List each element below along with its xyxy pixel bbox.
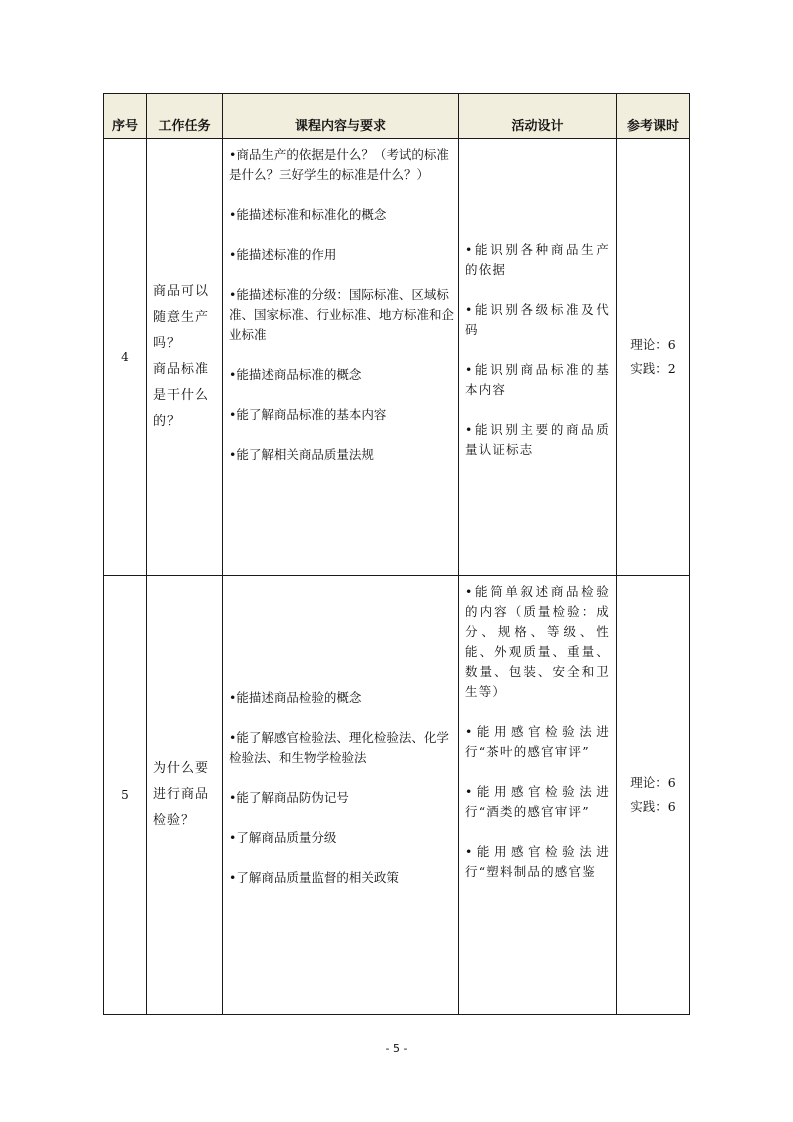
page-number: - 5 - xyxy=(385,1042,408,1055)
task-line: 随意生产 xyxy=(153,310,210,325)
row-number: 4 xyxy=(104,139,147,576)
hours-theory: 理论：6 xyxy=(630,775,676,790)
activity-item: •能识别主要的商品质量认证标志 xyxy=(465,422,610,457)
table-row xyxy=(104,576,690,1015)
hours-cell xyxy=(617,576,690,1015)
header-task: 工作任务 xyxy=(147,94,223,139)
content-cell xyxy=(223,139,459,576)
content-item: •能描述标准和标准化的概念 xyxy=(229,207,387,222)
task-line: 商品可以 xyxy=(153,284,210,299)
activity-cell xyxy=(459,139,617,576)
content-item: •能了解感官检验法、理化检验法、化学检验法、和生物学检验法 xyxy=(229,730,449,765)
header-num: 序号 xyxy=(104,94,147,139)
task-line: 检验？ xyxy=(153,813,196,828)
hours-practice: 实践：6 xyxy=(630,799,676,814)
hours-practice: 实践：2 xyxy=(630,361,676,376)
activity-item: •能简单叙述商品检验的内容（质量检验：成分、规格、等级、性能、外观质量、重量、数量、包装、安全和卫生等） xyxy=(465,584,610,699)
content-item: •能了解商品防伪记号 xyxy=(229,790,349,805)
task-line: 为什么要 xyxy=(153,761,210,776)
task-line: 商品标准 xyxy=(153,362,210,377)
content-item: •能描述商品检验的概念 xyxy=(229,690,362,705)
content-item: •能了解相关商品质量法规 xyxy=(229,447,374,462)
activity-cell xyxy=(459,576,617,1015)
activity-item: •能识别各级标准及代码 xyxy=(465,302,610,337)
task-cell xyxy=(147,139,223,576)
content-item: •商品生产的依据是什么？（考试的标准是什么？三好学生的标准是什么？） xyxy=(229,147,449,182)
header-content: 课程内容与要求 xyxy=(223,94,459,139)
row-number: 5 xyxy=(104,576,147,1015)
task-cell xyxy=(147,576,223,1015)
task-line: 吗？ xyxy=(153,336,182,351)
content-item: •了解商品质量分级 xyxy=(229,830,337,845)
header-hours: 参考课时 xyxy=(617,94,690,139)
table-row xyxy=(104,139,690,576)
curriculum-table xyxy=(103,93,690,1015)
activity-item: •能用感官检验法进行“塑料制品的感官鉴 xyxy=(465,844,610,879)
content-item: •了解商品质量监督的相关政策 xyxy=(229,870,399,885)
content-item: •能描述商品标准的概念 xyxy=(229,367,362,382)
hours-theory: 理论：6 xyxy=(630,337,676,352)
content-item: •能描述标准的作用 xyxy=(229,247,337,262)
content-item: •能了解商品标准的基本内容 xyxy=(229,407,387,422)
header-activity: 活动设计 xyxy=(459,94,617,139)
task-line: 是干什么 xyxy=(153,388,210,403)
activity-item: •能识别各种商品生产的依据 xyxy=(465,242,610,277)
task-line: 的？ xyxy=(153,414,182,429)
activity-item: •能用感官检验法进行“茶叶的感官审评” xyxy=(465,724,610,759)
activity-item: •能识别商品标准的基本内容 xyxy=(465,362,610,397)
activity-item: •能用感官检验法进行“酒类的感官审评” xyxy=(465,784,610,819)
content-cell xyxy=(223,576,459,1015)
content-item: •能描述标准的分级：国际标准、区域标准、国家标准、行业标准、地方标准和企业标准 xyxy=(229,287,455,342)
table-header-row xyxy=(104,94,690,139)
hours-cell xyxy=(617,139,690,576)
task-line: 进行商品 xyxy=(153,787,210,802)
